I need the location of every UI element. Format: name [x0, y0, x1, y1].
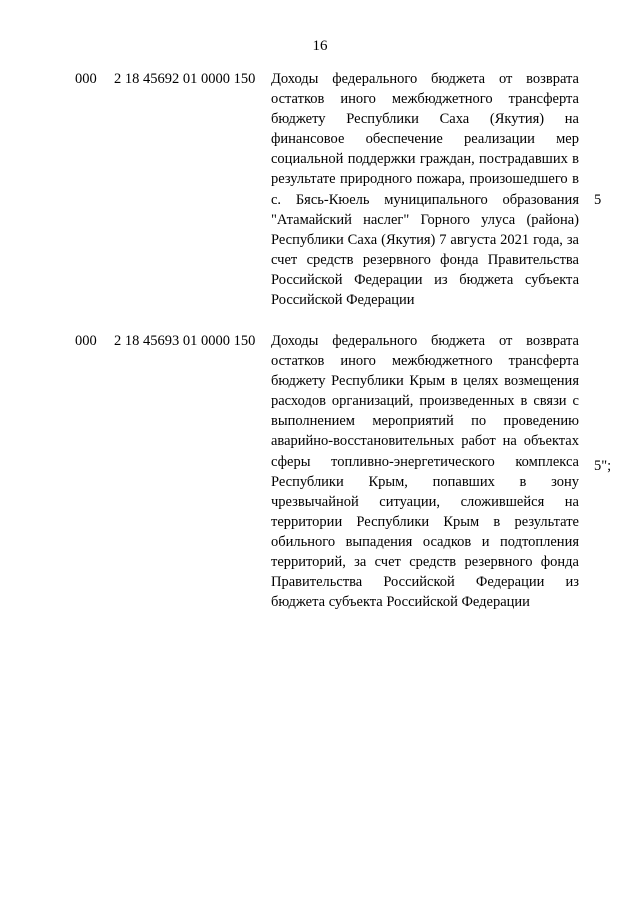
budget-classification-code: 2 18 45693 01 0000 150	[114, 333, 256, 349]
admin-code: 000	[75, 333, 97, 349]
amount-value: 5";	[594, 458, 612, 474]
budget-classification-code: 2 18 45692 01 0000 150	[114, 71, 256, 87]
amount-value: 5	[594, 192, 602, 208]
page-number: 16	[312, 38, 328, 54]
admin-code: 000	[75, 71, 97, 87]
income-description: Доходы федерального бюджета от возврата остатков иного межбюджетного трансферта бюджету Республики Саха (Якутия) на финансовое обеспечение реализации мер социальной поддержки граждан, пострадавших в результате природного пожара, произошедшего в с. Бясь-Кюель муниципального образования "Атамайский наслег" Горного улуса (района) Республики Саха (Якутия) 7 августа 2021 года, за счет средств резервного фонда Правительства Российской Федерации из бюджета субъекта Российской Федерации	[271, 71, 579, 309]
income-description: Доходы федерального бюджета от возврата остатков иного межбюджетного трансферта бюджету Республики Крым в целях возмещения расходов организаций, произведенных в связи с выполнением мероприятий по проведению аварийно-восстановительных работ на объектах сферы топливно-энергетического комплекса Республики Крым, попавших в зону чрезвычайной ситуации, сложившейся на территории Республики Крым в результате обильного выпадения осадков и подтопления территорий, за счет средств резервного фонда Правительства Российской Федерации из бюджета субъекта Российской Федерации	[271, 333, 579, 611]
